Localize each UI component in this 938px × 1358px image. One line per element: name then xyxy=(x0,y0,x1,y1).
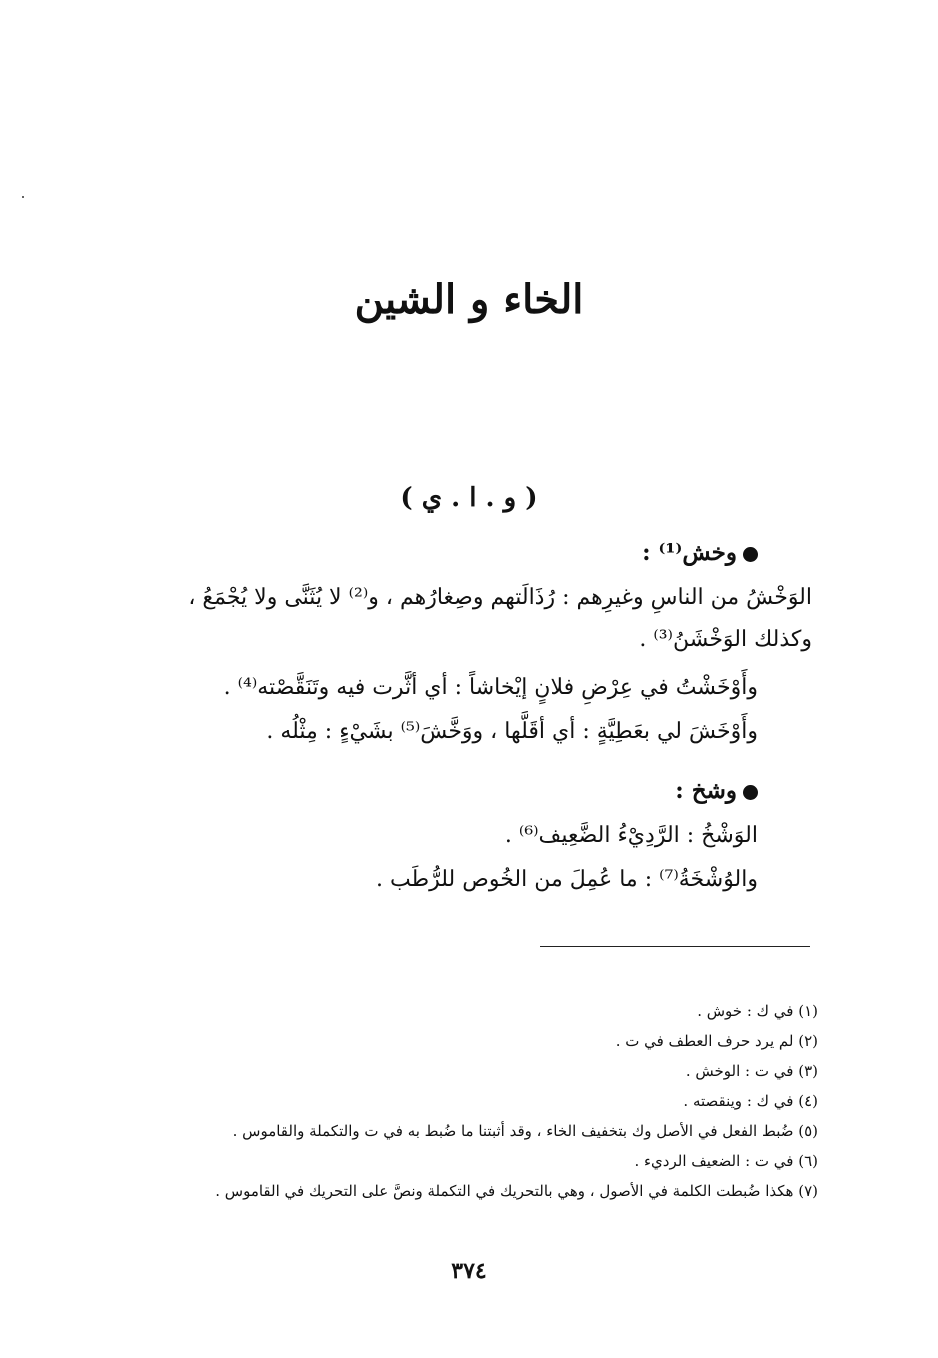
entry-head-text: وخش⁽¹⁾ : xyxy=(642,539,737,566)
footnote-divider xyxy=(540,946,810,947)
entry-line: والوُشْخَةُ⁽⁷⁾ : ما عُمِلَ من الخُوص للرُّطَب . xyxy=(376,867,758,892)
entry-line: الوَخْشُ من الناسِ وغيرِهم : رُذَالَتهم وصِغارُهم ، و⁽²⁾ لا يُثَنَّى ولا يُجْمَعُ ، xyxy=(188,585,812,610)
footnote: (٤) في ك : وينقصته . xyxy=(683,1092,818,1110)
entry-head-washkh xyxy=(675,774,758,808)
entry-head-wakhsh xyxy=(642,536,758,570)
bullet-icon xyxy=(743,547,758,562)
footnote: (١) في ك : خوش . xyxy=(697,1002,818,1020)
footnote: (٦) في ت : الضعيف الرديء . xyxy=(634,1152,818,1170)
section-heading: ( و . ا . ي ) xyxy=(400,483,538,513)
scan-speck xyxy=(22,196,24,198)
entry-line: وأَوْخَشَ لي بعَطِيَّةٍ : أي أقَلَّها ، ووَخَّشَ⁽⁵⁾ بشَيْءٍ : مِثْلُه . xyxy=(266,719,758,744)
footnote: (٥) ضُبط الفعل في الأصل وك بتخفيف الخاء ، وقد أثبتنا ما ضُبط به في ت والتكملة والقاموس . xyxy=(232,1122,818,1140)
footnote: (٢) لم يرد حرف العطف في ت . xyxy=(615,1032,818,1050)
footnotes-list xyxy=(98,996,818,1206)
footnote: (٧) هكذا ضُبطت الكلمة في الأصول ، وهي بالتحريك في التكملة ونصَّ على التحريك في القاموس . xyxy=(215,1182,818,1200)
bullet-icon xyxy=(743,785,758,800)
chapter-title: الخاء و الشين xyxy=(354,276,584,323)
page-number: ٣٧٤ xyxy=(451,1258,487,1284)
entry-line: وأَوْخَشْتُ في عِرْضِ فلانٍ إيْخاشاً : أي أثَّرت فيه وتَنَقَّصْته⁽⁴⁾ . xyxy=(223,675,758,700)
footnote: (٣) في ت : الوخش . xyxy=(685,1062,818,1080)
entry-line: وكذلك الوَخْشَنُ⁽³⁾ . xyxy=(639,627,812,652)
entry-line: الوَشْخُ : الرَّدِيْءُ الضَّعِيف⁽⁶⁾ . xyxy=(504,823,758,848)
entry-head-text: وشخ : xyxy=(675,777,737,804)
